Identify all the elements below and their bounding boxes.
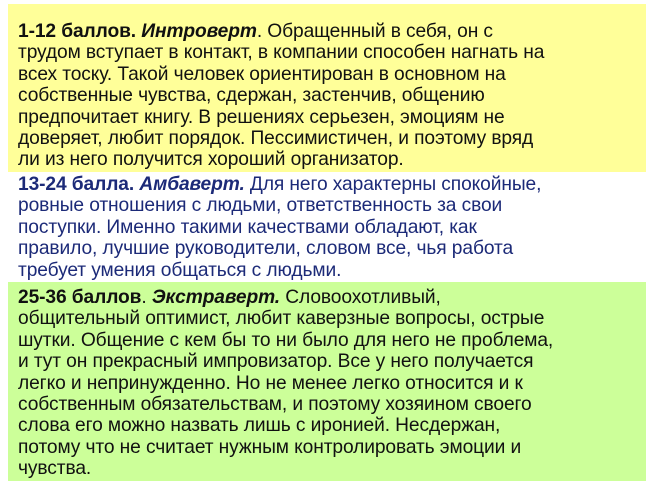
extravert-block [8,282,646,481]
introvert-text-1: Обращенный в себя, он с [262,21,493,42]
extravert-text-5: легко и непринужденно. Но не менее легко относится и к [18,372,523,394]
extravert-text-4: и тут он прекрасный импровизатор. Все у него получается [18,351,534,373]
extravert-text-1: Словоохотливый, [280,287,441,308]
introvert-type: Интроверт [141,21,257,42]
introvert-text-4: собственные чувства, сдержан, застенчив, общению [18,85,485,107]
introvert-text-7: ли из него получится хороший организатор. [18,149,404,171]
introvert-score: 1-12 баллов. [18,21,137,42]
ambivert-block [8,172,646,282]
introvert-line-1 [18,21,636,42]
extravert-text-9: чувства. [18,458,92,480]
ambivert-type: Амбаверт. [139,174,245,195]
introvert-block [8,4,646,172]
extravert-type: Экстраверт. [151,287,281,308]
extravert-text-6: собственным обязательствам, и поэтому хозяином своего [18,394,532,416]
ambivert-text-2: ровные отношения с людьми, ответственность за свои [18,195,503,217]
introvert-text-6: доверяет, любит порядок. Пессимистичен, и поэтому вряд [18,128,534,150]
introvert-text-3: всех тоску. Такой человек ориентирован в основном на [18,63,506,85]
introvert-text-2: трудом вступает в контакт, в компании способен нагнать на [18,42,545,64]
ambivert-text-1: Для него характерны спокойные, [244,174,542,195]
extravert-text-7: слова его можно назвать лишь с иронией. Несдержан, [18,415,501,437]
introvert-text-5: предпочитает книгу. В решениях серьезен, эмоциям не [18,106,505,128]
ambivert-text-3: поступки. Именно такими качествами обладают, как [18,216,477,238]
ambivert-score: 13-24 балла. [18,174,135,195]
extravert-line-1 [18,287,636,308]
extravert-text-8: потому что не считает нужным контролировать эмоции и [18,436,522,458]
ambivert-line-1 [18,174,636,195]
extravert-score: 25-36 баллов [18,287,142,308]
extravert-text-2: общительный оптимист, любит каверзные вопросы, острые [18,308,545,330]
ambivert-text-5: требует умения общаться с людьми. [18,259,342,281]
ambivert-text-4: правило, лучшие руководители, словом все, чья работа [18,238,514,260]
extravert-score-period: . [141,287,152,308]
extravert-text-3: шутки. Общение с кем бы то ни было для него не проблема, [18,329,554,351]
introvert-type-period: . [256,21,263,42]
